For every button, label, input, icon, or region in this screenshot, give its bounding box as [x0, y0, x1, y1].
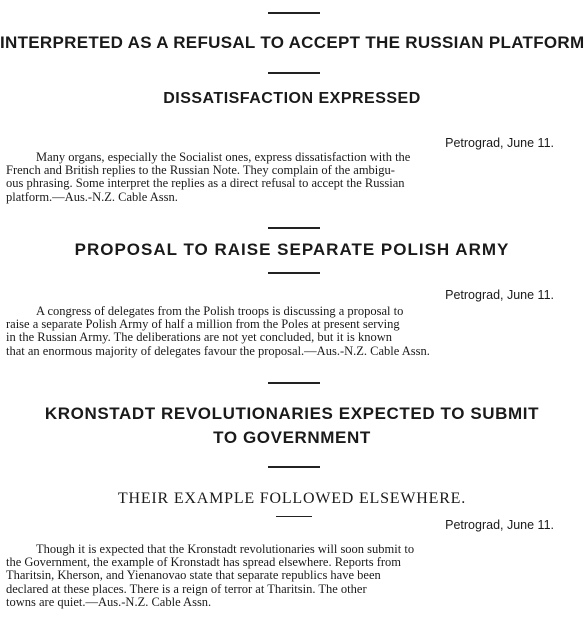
article2-headline: PROPOSAL TO RAISE SEPARATE POLISH ARMY: [74, 240, 510, 259]
rule: [268, 272, 320, 274]
article1-dateline: Petrograd, June 11.: [445, 136, 554, 150]
article1-headline: INTERPRETED AS A REFUSAL TO ACCEPT THE RUSSIAN PLATFORM: [0, 33, 584, 52]
article3-subhead: THEIR EXAMPLE FOLLOWED ELSEWHERE.: [117, 490, 467, 507]
article1-line: platform.—Aus.-N.Z. Cable Assn.: [6, 190, 178, 204]
article3-dateline: Petrograd, June 11.: [445, 518, 554, 532]
article1-line: ous phrasing. Some interpret the replies as a direct refusal to accept the Russian: [6, 177, 405, 191]
article3-line: the Government, the example of Kronstadt has spread elsewhere. Reports from: [6, 556, 402, 570]
article1-line: French and British replies to the Russian Note. They complain of the ambigu-: [6, 164, 395, 178]
article2-dateline: Petrograd, June 11.: [445, 288, 554, 302]
article3-line: declared at these places. There is a reign of terror at Tharitsin. The other: [6, 582, 367, 596]
rule: [268, 382, 320, 384]
article3-line: Tharitsin, Kherson, and Yienanovao state that separate republics have been: [6, 569, 381, 583]
article3-headline-line2: TO GOVERNMENT: [213, 428, 371, 447]
article1-line: Many organs, especially the Socialist ones, express dissatisfaction with the: [36, 151, 411, 164]
rule: [268, 72, 320, 74]
article2-line: in the Russian Army. The deliberations are not yet concluded, but it is known: [6, 331, 393, 345]
article3-body: [6, 543, 584, 609]
rule: [268, 227, 320, 229]
article2-line: A congress of delegates from the Polish troops is discussing a proposal to: [36, 305, 404, 318]
article2-body: [6, 305, 584, 358]
article3-headline-line1: KRONSTADT REVOLUTIONARIES EXPECTED TO SUBMIT: [44, 404, 540, 423]
article1-subhead: DISSATISFACTION EXPRESSED: [163, 90, 421, 107]
top-rule: [268, 12, 320, 14]
rule: [276, 516, 312, 517]
article3-line: towns are quiet.—Aus.-N.Z. Cable Assn.: [6, 595, 212, 609]
article3-line: Though it is expected that the Kronstadt revolutionaries will soon submit to: [36, 543, 415, 556]
article2-line: raise a separate Polish Army of half a million from the Poles at present serving: [6, 318, 400, 332]
article2-line: that an enormous majority of delegates favour the proposal.—Aus.-N.Z. Cable Assn.: [6, 344, 430, 358]
article1-body: [6, 151, 584, 204]
rule: [268, 466, 320, 468]
